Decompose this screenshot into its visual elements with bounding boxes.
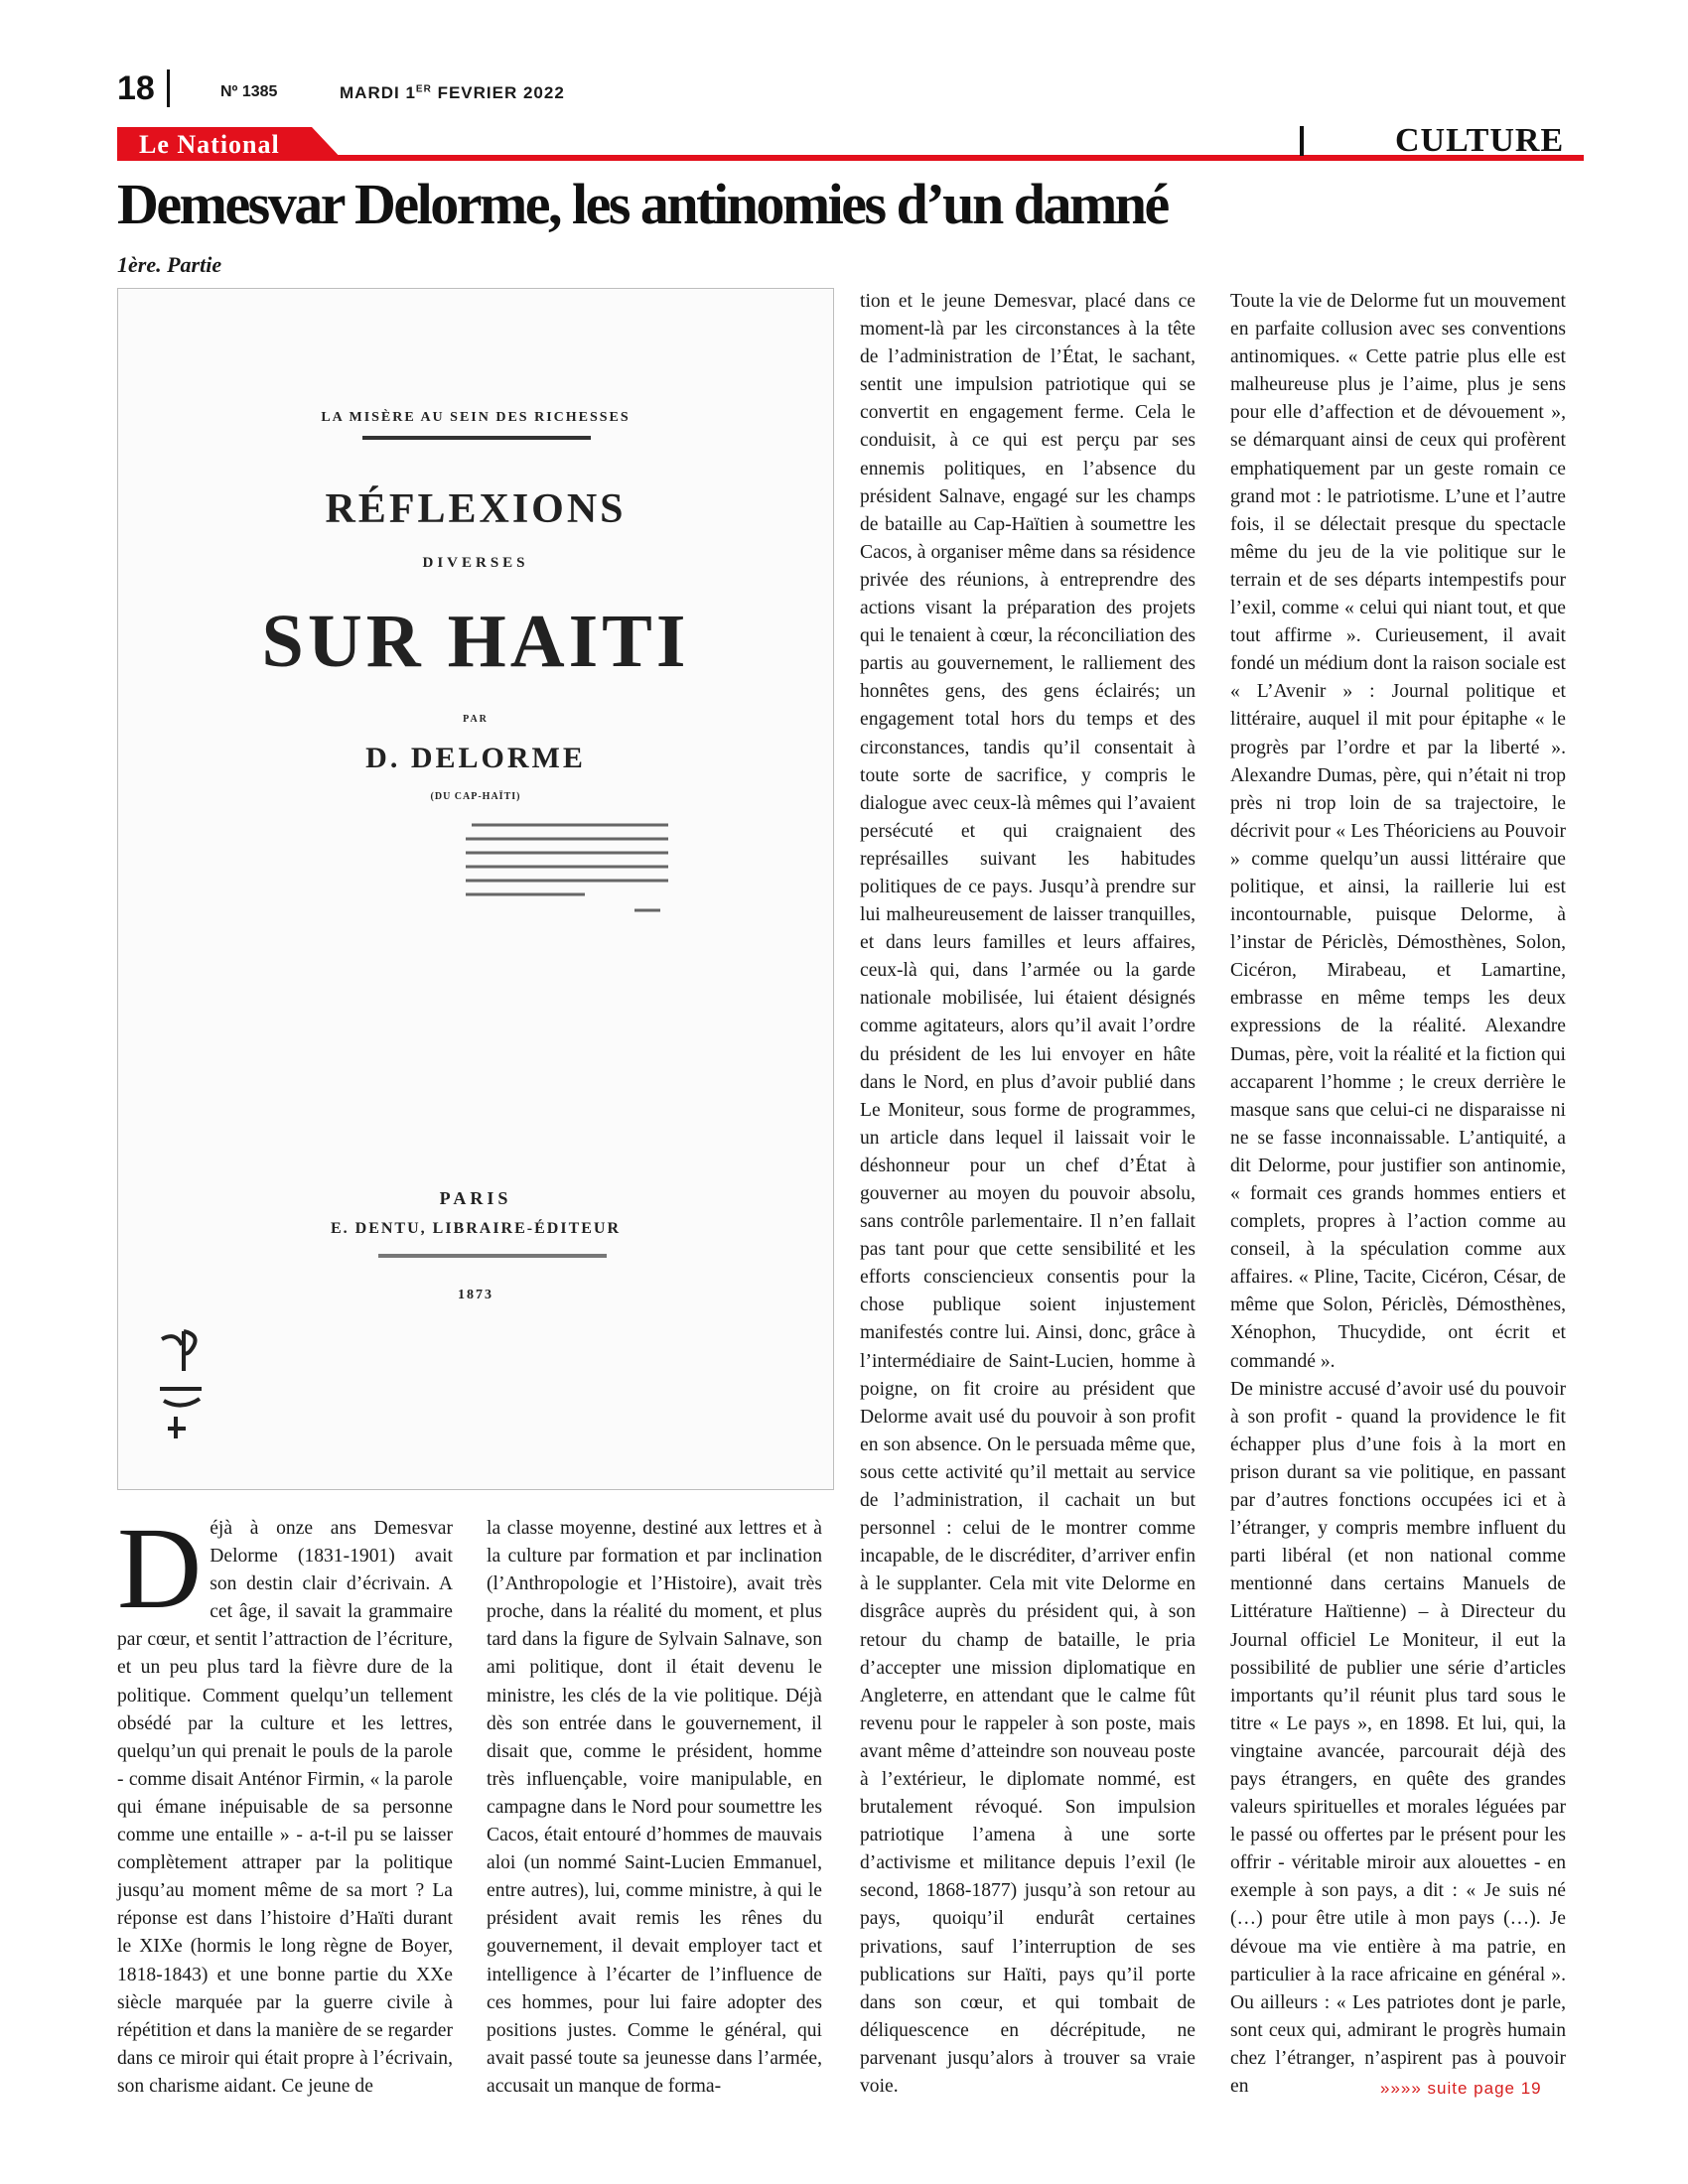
book-address-line <box>378 1254 607 1258</box>
article-column-2 <box>487 1515 822 2097</box>
book-year: 1873 <box>458 1288 493 1302</box>
subhead: 1ère. Partie <box>117 252 222 277</box>
section-name: CULTURE <box>1395 122 1565 159</box>
article-paragraph: Toute la vie de Delorme fut un mouvement en parfaite collusion avec ses conventions antinomiques. « Cette patrie plus elle est malheureuse plus je l’aime, plus je sens pour elle d’affection et de dévouement », se démarquant ainsi de ceux qui profèrent emphatiquement par un geste romain ce grand mot : le patriotisme. L’une et l’autre fois, il se délectait presque du spectacle même du jeu de la vie politique sur le terrain et de ses départs intempestifs pour l’exil, comme « celui qui niant tout, et que tout affirme ». Curieusement, il avait fondé un médium dont la raison sociale est « L’Avenir » : Journal politique et littéraire, auquel il mit pour épitaphe « le progrès par l’ordre et par la liberté ». Alexandre Dumas, père, qui n’était ni trop près ni trop loin de sa trajectoire, le décrivit pour « Les Théoriciens au Pouvoir » comme quelqu’un aussi littéraire que politique, et ainsi, la raillerie lui est incontournable, puisque Delorme, à l’instar de Périclès, Démosthènes, Solon, Cicéron, Mirabeau, et Lamartine, embrasse en même temps les deux expressions de la réalité. Alexandre Dumas, père, voit la réalité et la fiction qui accaparent l’homme ; le creux derrière le masque sans que celui-ci ne disparaisse ni ne se fasse inconnaissable. L’antiquité, a dit Delorme, pour justifier son antinomie, « formait ces grands hommes entiers et complets, propres à l’action comme au conseil, à la spéculation comme aux affaires. « Pline, Tacite, Cicéron, César, de même que Solon, Périclès, Démosthènes, Xénophon, Thucydide, ont écrit et commandé ». <box>1230 291 1566 1372</box>
book-par: PAR <box>463 714 489 725</box>
date-day-suffix: ER <box>415 83 432 95</box>
book-city: PARIS <box>439 1188 512 1208</box>
book-publisher: E. DENTU, LIBRAIRE-ÉDITEUR <box>330 1220 622 1237</box>
book-title-2: DIVERSES <box>422 555 529 571</box>
headline: Demesvar Delorme, les antinomies d’un damné <box>117 172 1168 236</box>
date-month-year: FEVRIER 2022 <box>437 83 565 102</box>
date-day: MARDI <box>340 83 400 102</box>
book-cover-image <box>117 288 834 1490</box>
article-paragraph: tion et le jeune Demesvar, placé dans ce moment-là par les circonstances à la tête de l’administration de l’État, le sachant, sentit une impulsion patriotique qui se convertit en engagement ferme. Cela le conduisit, à ce qui est perçu par ses ennemis politiques, en l’absence du président Salnave, engagé sur les champs de bataille au Cap-Haïtien à soumettre les Cacos, à organiser même dans sa résidence privée des réunions, à entreprendre des actions visant la préparation des projets qui le tenaient à cœur, la réconciliation des partis au gouvernement, le ralliement des honnêtes gens, des gens éclairés; un engagement total hors du temps et des circonstances, tandis qu’il consentait à toute sorte de sacrifice, y compris le dialogue avec ceux-là mêmes qui l’avaient persécuté et qui craignaient des représailles suivant les habitudes politiques de ce pays. Jusqu’à prendre sur lui malheureusement de laisser tranquilles, et dans leurs familles et leurs affaires, ceux-là qui, dans l’armée ou la garde nationale mobilisée, lui étaient désignés comme agitateurs, alors qu’il avait l’ordre du président de les lui envoyer en hâte dans le Nord, en plus d’avoir publié dans Le Moniteur, sous forme de programmes, un article dans lequel il laissait voir le déshonneur pour un chef d’État à gouverner au moyen du pouvoir absolu, sans contrôle parlementaire. Il n’en fallait pas tant pour que cette sensibilité et les efforts consciencieux consentis pour la chose publique soient injustement manifestés contre lui. Ainsi, donc, grâce à l’intermédiaire de Saint-Lucien, homme à poigne, on fit croire au président que Delorme avait usé du pouvoir à son profit en son absence. On le persuada même que, sous cette activité qu’il mettait au service de l’administration, il cachait un but personnel : celui de le montrer comme incapable, de le discréditer, d’arriver enfin à le supplanter. Cela mit vite Delorme en disgrâce auprès du président qui, à son retour du champ de bataille, le pria d’accepter une mission diplomatique en Angleterre, en attendant que le calme fût revenu pour le rappeler à son poste, mais avant même d’atteindre son nouveau poste à l’extérieur, le diplomate nommé, est brutalement révoqué. Son impulsion patriotique l’amena à une sorte d’activisme et militance depuis l’exil (le second, 1868-1877) jusqu’à son retour au pays, quoiqu’il endurât certaines privations, sauf l’interruption de ses publications sur Haïti, pays qu’il porte dans son cœur, et qui tombait de déliquescence en décrépitude, ne parvenant jusqu’alors à trouver sa vraie voie. <box>860 291 1196 2097</box>
article-paragraph: De ministre accusé d’avoir usé du pouvoir à son profit - quand la providence le fit échapper plus d’une fois à la mort en prison durant sa vie politique, en passant par d’autres fonctions occupées ici et à l’étranger, y compris membre influent du parti libéral (et non national comme mentionné dans certains Manuels de Littérature Haïtienne) – à Directeur du Journal officiel Le Moniteur, il eut la possibilité de publier une série d’articles importants qu’il réunit plus tard sous le titre « Le pays », en 1898. Et lui, qui, la vingtaine avancée, parcourait déjà des pays étrangers, en quête des grandes valeurs spirituelles et morales léguées par le passé ou offertes par le présent pour les offrir - véritable miroir aux alouettes - en exemple à son pays, a dit : « Je suis né (…) pour être utile à mon pays (…). Je dévoue ma vie entière à ma patrie, en particulier à la race africaine en général ». Ou ailleurs : « Les patriotes dont je parle, sont ceux qui, admirant le progrès humain chez l’étranger, n’aspirent pas à pouvoir en <box>1230 1378 1566 2097</box>
book-author: D. DELORME <box>365 742 586 774</box>
book-rule <box>362 436 591 440</box>
page-number: 18 <box>117 69 155 107</box>
library-stamp-graphic <box>154 1321 213 1450</box>
brand-name: Le National <box>139 130 280 159</box>
issue-number: Nº 1385 <box>220 83 278 100</box>
issue-date <box>340 83 565 103</box>
drop-cap: D <box>117 1503 203 1633</box>
article-column-1 <box>117 1503 453 2097</box>
book-top-line: LA MISÈRE AU SEIN DES RICHESSES <box>321 410 631 425</box>
article-paragraph: la classe moyenne, destiné aux lettres et à la culture par formation et par inclination (l’Anthropologie et l’Histoire), avait très proche, dans la réalité du moment, et plus tard dans la figure de Sylvain Salnave, son ami politique, dont il était devenu le ministre, les clés de la vie politique. Déjà dès son entrée dans le gouvernement, il disait que, comme le président, homme très influençable, voire manipulable, en campagne dans le Nord pour soumettre les Cacos, était entouré d’hommes de mauvais aloi (un nommé Saint-Lucien Emmanuel, entre autres), lui, comme ministre, à qui le président avait remis les rênes du gouvernement, il devait employer tact et intelligence à l’écarter de l’influence de ces hommes, pour lui faire adopter des positions justes. Comme le général, qui avait passé toute sa jeunesse dans l’armée, accusait un manque de forma- <box>487 1518 822 2097</box>
book-title-1: RÉFLEXIONS <box>325 486 627 532</box>
section-rule <box>117 155 1584 161</box>
book-epigraph <box>466 815 674 924</box>
section-divider <box>1300 126 1304 156</box>
article-column-3 <box>860 288 1196 2097</box>
brand-band <box>117 127 1584 161</box>
header-divider <box>167 69 170 107</box>
book-title-3: SUR HAITI <box>261 600 690 683</box>
book-author-note: (DU CAP-HAÏTI) <box>430 791 521 802</box>
continued-on-link[interactable]: »»»» suite page 19 <box>1380 2079 1542 2098</box>
date-day-number: 1 <box>405 83 416 102</box>
article-paragraph <box>117 1503 453 2101</box>
column-1-text: éjà à onze ans Demesvar Delorme (1831-1901) avait son destin clair d’écrivain. A cet âge, il savait la grammaire par cœur, et sentit l’attraction de l’écriture, et un peu plus tard la fièvre dure de la politique. Comment quelqu’un tellement obsédé par la culture et les lettres, quelqu’un qui prenait le pouls de la parole - comme disait Anténor Firmin, « la parole qui émane inépuisable de sa personne comme une entaille » - a-t-il pu se laisser complètement attraper par la politique jusqu’au moment même de sa mort ? La réponse est dans l’histoire d’Haïti durant le XIXe (hormis le long règne de Boyer, 1818-1843) et une bonne partie du XXe siècle marquée par la guerre civile à répétition et dans la manière de se regarder dans ce miroir qui était propre à l’écrivain, son charisme aidant. Ce jeune de <box>117 1518 453 2097</box>
